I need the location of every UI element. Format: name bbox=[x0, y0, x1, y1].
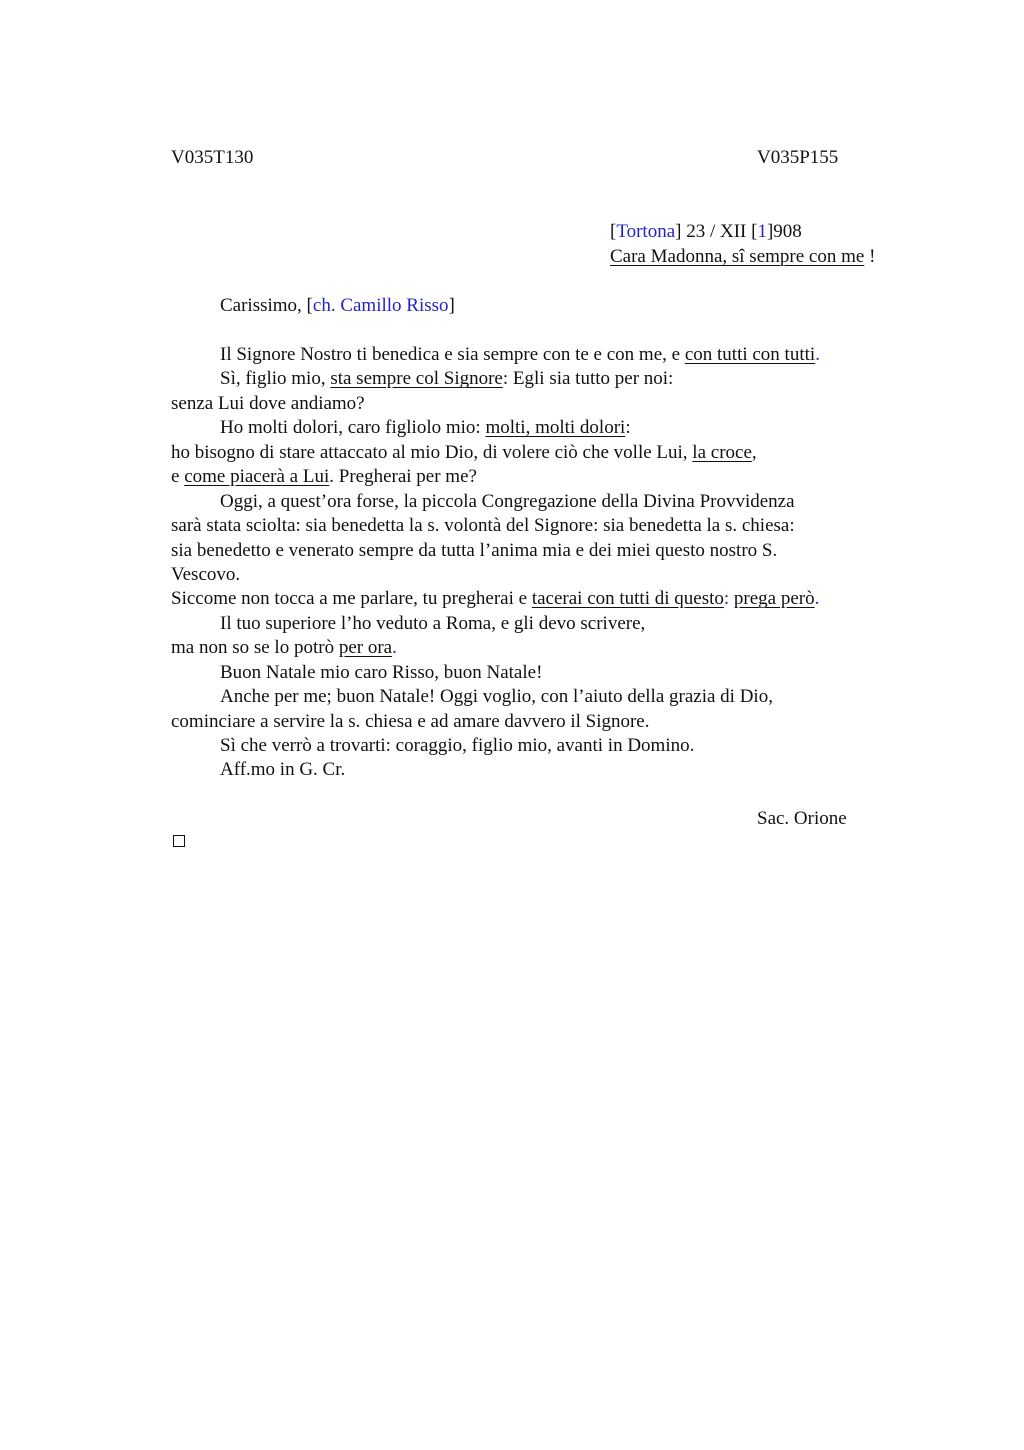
text-segment: Siccome non tocca a me parlare, tu pregherai e bbox=[171, 588, 532, 610]
underlined-text: per ora bbox=[338, 637, 393, 659]
underlined-text: come piacerà a Lui bbox=[184, 466, 330, 488]
text-segment: Ho molti dolori, caro figliolo mio: bbox=[220, 417, 486, 439]
body-line-5 bbox=[171, 441, 891, 465]
body-line-9: sia benedetto e venerato sempre da tutta l’anima mia e dei miei questo nostro S. bbox=[171, 539, 778, 561]
body-line-1 bbox=[171, 343, 891, 367]
text-segment: , bbox=[751, 441, 757, 463]
underlined-text: molti, molti dolori bbox=[485, 417, 626, 439]
underlined-text: sta sempre col Signore bbox=[330, 368, 503, 390]
body-line-17: Sì che verrò a trovarti: coraggio, figlio mio, avanti in Domino. bbox=[220, 735, 695, 756]
body-line-12: Il tuo superiore l’ho veduto a Roma, e gli devo scrivere, bbox=[220, 612, 646, 634]
text-segment: ma non so se lo potrò bbox=[171, 637, 339, 659]
editorial-punct: . bbox=[392, 637, 397, 659]
dateline-date: ] 23 / XII [ bbox=[675, 221, 758, 242]
editorial-punct: . bbox=[815, 344, 820, 365]
signature: Sac. Orione bbox=[757, 808, 847, 829]
text-segment: Il Signore Nostro ti benedica e sia sempre con te e con me, e bbox=[220, 344, 685, 365]
motto-tail: ! bbox=[864, 246, 876, 267]
salutation-prefix: Carissimo, [ bbox=[220, 295, 313, 316]
underlined-text: la croce bbox=[692, 441, 752, 463]
text-segment: ho bisogno di stare attaccato al mio Dio, di volere ciò che volle Lui, bbox=[171, 441, 693, 463]
header-right-code: V035P155 bbox=[757, 147, 839, 168]
body-line-16: cominciare a servire la s. chiesa e ad amare davvero il Signore. bbox=[171, 710, 650, 732]
dateline-century-digit: 1 bbox=[757, 221, 767, 242]
body-line-8: sarà stata sciolta: sia benedetta la s. volontà del Signore: sia benedetta la s. chiesa: bbox=[171, 515, 795, 537]
body-line-10: Vescovo. bbox=[171, 563, 241, 585]
letter-body bbox=[171, 343, 891, 783]
header-left-code: V035T130 bbox=[171, 147, 254, 168]
text-segment: Sì, figlio mio, bbox=[220, 368, 331, 390]
body-line-18: Aff.mo in G. Cr. bbox=[220, 759, 346, 781]
editorial-punct: : bbox=[723, 588, 734, 610]
underlined-text: con tutti con tutti bbox=[684, 344, 816, 365]
body-line-14: Buon Natale mio caro Risso, buon Natale! bbox=[220, 661, 543, 683]
body-line-7: Oggi, a quest’ora forse, la piccola Congregazione della Divina Provvidenza bbox=[220, 490, 795, 512]
text-segment: . Pregherai per me? bbox=[329, 466, 477, 488]
text-segment: : Egli sia tutto per noi: bbox=[502, 368, 674, 390]
body-line-11 bbox=[171, 587, 891, 611]
salutation-name: ch. Camillo Risso bbox=[312, 295, 449, 316]
body-line-3: senza Lui dove andiamo? bbox=[171, 392, 365, 414]
motto-line bbox=[610, 245, 875, 269]
text-segment: : bbox=[625, 417, 631, 439]
body-line-6 bbox=[171, 465, 891, 489]
body-line-15: Anche per me; buon Natale! Oggi voglio, con l’aiuto della grazia di Dio, bbox=[220, 686, 773, 708]
dateline-open: [ bbox=[610, 221, 617, 242]
body-line-13 bbox=[171, 636, 891, 660]
underlined-text: prega però bbox=[733, 588, 815, 610]
place-date-line bbox=[610, 220, 802, 244]
motto-text: Cara Madonna, sî sempre con me bbox=[610, 246, 865, 267]
editorial-punct: . bbox=[814, 588, 820, 610]
dateline-year: ]908 bbox=[766, 221, 802, 242]
salutation-suffix: ] bbox=[448, 295, 455, 316]
underlined-text: tacerai con tutti di questo bbox=[531, 588, 724, 610]
dateline-place: Tortona bbox=[616, 221, 676, 242]
body-line-4 bbox=[171, 416, 891, 440]
end-square-icon bbox=[173, 835, 185, 847]
salutation bbox=[220, 294, 455, 318]
text-segment: e bbox=[171, 466, 185, 488]
body-line-2 bbox=[171, 367, 891, 391]
